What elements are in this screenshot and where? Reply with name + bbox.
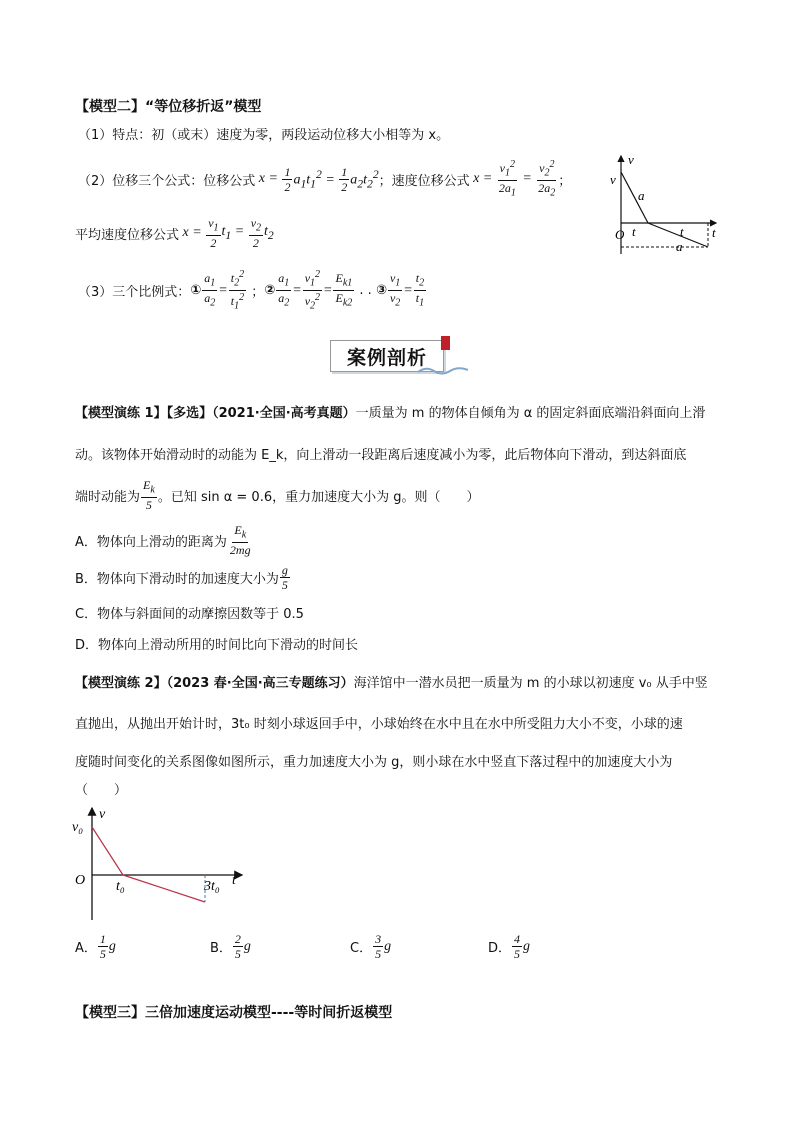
circle-1: ① [190,283,202,299]
q2-paren: （ ） [75,783,128,798]
q1-line1 [75,402,705,421]
q2-a-g: g [108,938,116,954]
formulas-label: （2）位移三个公式：位移公式 [78,173,256,189]
q2-rise-segment [92,827,123,875]
q2-fall-segment [123,875,205,902]
q1-option-a[interactable] [75,523,254,557]
q2-origin-label: O [75,873,86,888]
q2-option-a-label: A． [75,941,97,956]
q2-option-b[interactable] [210,932,251,961]
case-analysis-banner [330,336,452,372]
q2-a-den: 5 [99,947,106,961]
banner-wave-icon [418,366,468,376]
q2-d-den: 5 [514,947,521,961]
q2-t-label: t [232,873,236,888]
circle-2: ② [264,283,276,299]
frac-half-1: $\frac{1}{2}$ [284,164,291,194]
ratio-label: （3）三个比例式： [78,285,191,301]
q2-tag: 【模型演练 2】（2023 春·全国·高三专题练习） [75,676,354,691]
q2-c-den: 5 [375,947,382,961]
frac-v2-half: $\frac{v_2}{2}$ [250,216,262,251]
q2-option-d[interactable] [488,932,530,961]
fig1-v-top: v [628,152,634,167]
q1-option-b[interactable] [75,563,291,592]
q2-line1-text: 海洋馆中一潜水员把一质量为 m 的小球以初速度 v₀ 从手中竖 [353,676,708,691]
q2-line1 [75,672,708,691]
q1-line3-pre: 端时动能为 [75,489,141,505]
formula-line-2: （2）位移三个公式：位移公式 x = $\frac{1}{2}$ $a_1t_1^2$ = $\frac{1}{2}$ $a_2t_2^2$ ；速度位移公式 x = $\frac{v_1^2}{2a_1}$ = $\frac{v_2^2}{2a_2}$ ； [78,159,572,199]
frac-g-5: $\frac{g}{5}$ [281,563,288,592]
q1-option-a-label: A．物体向上滑动的距离为 [75,534,227,550]
q1-option-c[interactable]: C．物体与斜面间的动摩擦因数等于 0.5 [75,607,304,622]
vt-graph-q2 [70,800,250,925]
fig1-t-axis: t [712,225,716,240]
model2-feature: （1）特点：初（或末）速度为零，两段运动位移大小相等为 x。 [78,128,450,143]
fig1-t1: t [632,224,636,239]
q1-line3 [75,478,480,512]
frac-half-2: $\frac{1}{2}$ [341,164,348,194]
q2-option-b-label: B． [210,941,232,956]
q2-option-d-label: D． [488,941,512,956]
q1-line1-text: 一质量为 m 的物体自倾角为 α 的固定斜面底端沿斜面向上滑 [355,406,706,421]
frac-v2sq: $\frac{v_2^2}{2a_2}$ [538,159,556,199]
q2-d-num: 4 [514,932,521,946]
fig1-t2: t [680,224,684,239]
q2-option-c[interactable] [350,932,391,961]
q2-line3: 度随时间变化的关系图像如图所示，重力加速度大小为 g，则小球在水中竖直下落过程中的加速度大小为 [75,755,673,770]
q1-option-d[interactable]: D．物体向上滑动所用的时间比向下滑动的时间长 [75,638,359,653]
q1-option-b-label: B．物体向下滑动时的加速度大小为 [75,572,279,587]
vel-disp-label: ；速度位移公式 [378,173,470,189]
model3-heading: 【模型三】三倍加速度运动模型----等时间折返模型 [75,1005,393,1021]
q2-c-g: g [384,938,392,954]
q2-a-num: 1 [99,932,106,946]
fig1-v-left: v [610,172,616,187]
circle-3: ③ [375,283,387,299]
fig1-origin: O [615,227,625,242]
q2-c-num: 3 [375,932,382,946]
q2-v0-label: v₀ [72,820,84,835]
banner-accent [441,336,450,350]
banner-title: 案例剖析 [330,340,444,372]
q2-option-a[interactable] [75,932,116,961]
frac-v1sq: $\frac{v_1^2}{2a_1}$ [498,159,516,199]
q1-line2: 动。该物体开始滑动时的动能为 E_k，向上滑动一段距离后速度减小为零，此后物体向下滑动，到达斜面底 [75,448,687,463]
q2-d-g: g [523,938,531,954]
q2-t0-label: t₀ [116,879,125,894]
q2-line2: 直抛出，从抛出开始计时，3t₀ 时刻小球返回手中，小球始终在水中且在水中所受阻力大小不变，小球的速 [75,717,683,732]
q2-b-den: 5 [234,947,241,961]
ratio-line: （3）三个比例式： ① $\frac{a_1}{a_2}$ = $\frac{t_2^2}{t_1^2}$ ； ② $\frac{a_1}{a_2}$ = $\frac{v_1^2}{v_2^2}$ = $\frac{E_{k1}}{E_{k2}}$ . . ③ $\frac{v_1}{v_2}$ = $\frac{t_2}{t_1}$ [78,269,425,312]
model2-heading: 【模型二】“等位移折返”模型 [75,99,262,115]
q2-b-num: 2 [234,932,241,946]
avg-formula-line: 平均速度位移公式 x = $\frac{v_1}{2}$ $t_1$ = $\frac{v_2}{2}$ $t_2$ [75,216,274,251]
q2-option-c-label: C． [350,941,373,956]
q1-tag: 【模型演练 1】【多选】（2021·全国·高考真题） [75,406,356,421]
fig1-a-lower: a [676,239,683,254]
frac-ek-5: $\frac{E_k}{5}$ [143,478,155,513]
fig1-a-upper: a [638,188,645,203]
vt-figure-model2 [600,150,730,260]
q2-v-label: v [99,807,106,822]
frac-ek-2mg: $\frac{E_k}{2mg}$ [229,523,251,558]
q1-line3-post: 。已知 sin α = 0.6，重力加速度大小为 g。则（ ） [157,489,480,505]
q2-3t0-label: 3t₀ [204,879,220,894]
frac-v1-half: $\frac{v_1}{2}$ [208,216,219,251]
avg-label: 平均速度位移公式 [75,227,180,243]
q2-b-g: g [243,938,251,954]
